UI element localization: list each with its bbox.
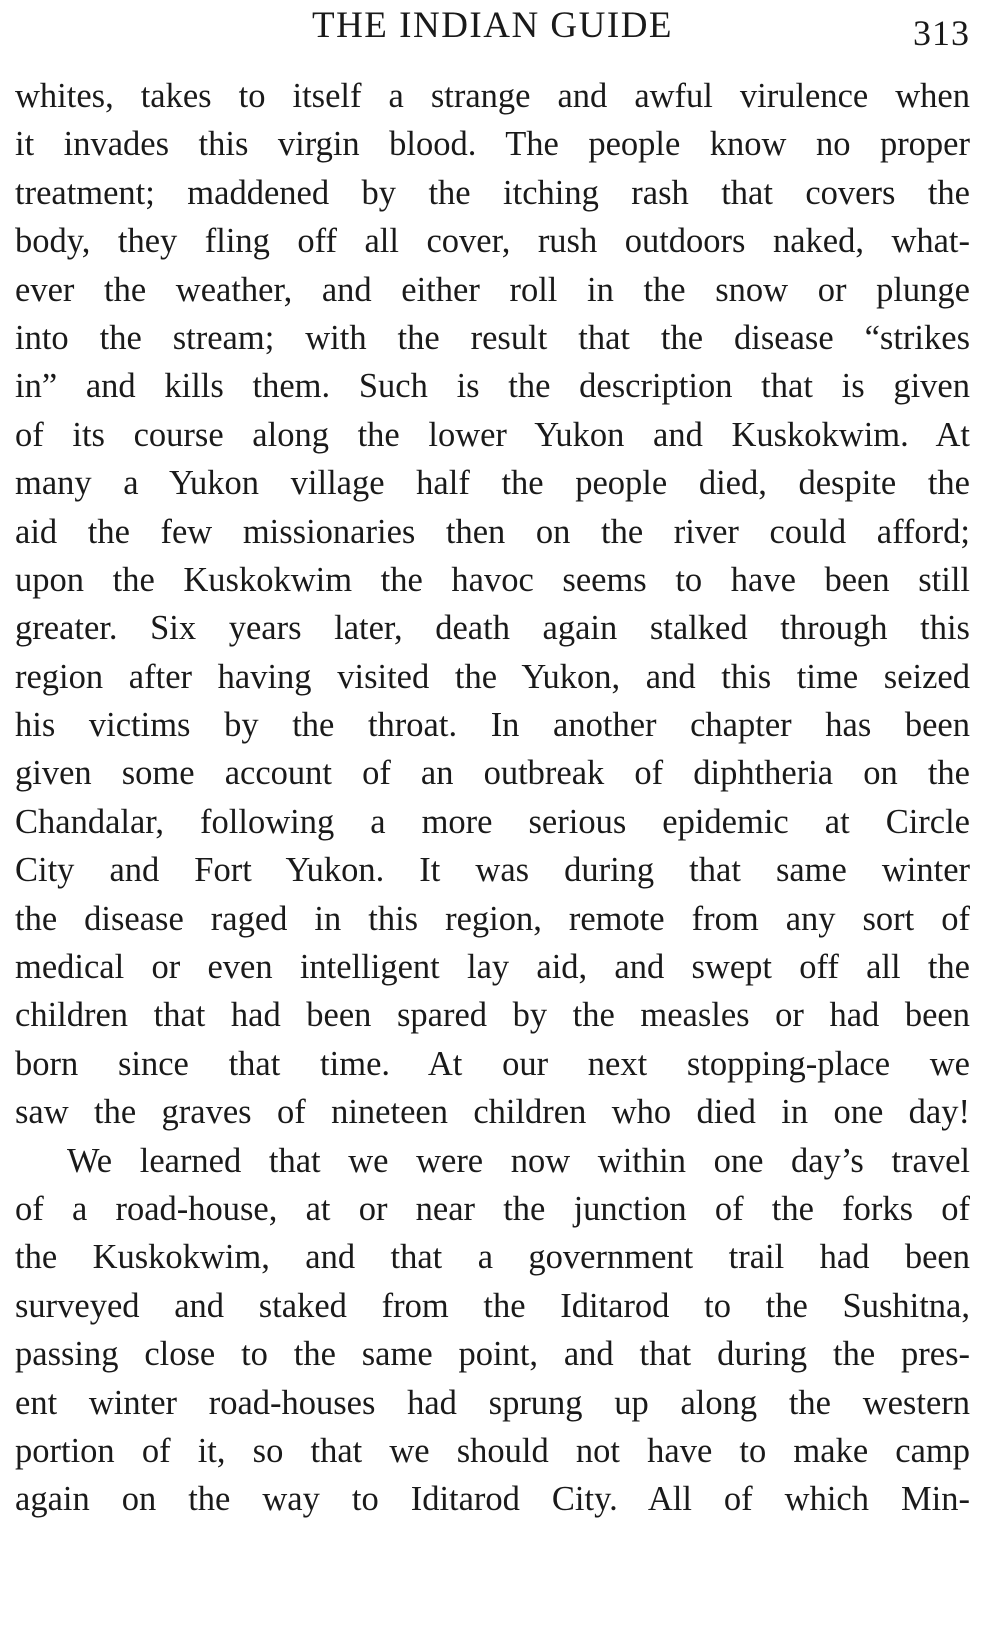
text-line: children that had been spared by the measles or had been <box>15 996 970 1035</box>
text-line: his victims by the throat. In another chapter has been <box>15 706 970 745</box>
book-page <box>15 0 970 1524</box>
text-line: surveyed and staked from the Iditarod to the Sushitna, <box>15 1286 970 1325</box>
text-line: City and Fort Yukon. It was during that same winter <box>15 851 970 890</box>
text-line: upon the Kuskokwim the havoc seems to have been still <box>15 560 970 599</box>
text-line: whites, takes to itself a strange and awful virulence when <box>15 77 970 115</box>
text-line: given some account of an outbreak of diphtheria on the <box>15 754 970 793</box>
text-line: body, they fling off all cover, rush outdoors naked, what- <box>15 222 970 261</box>
text-line: of its course along the lower Yukon and Kuskokwim. At <box>15 415 970 454</box>
text-line: in” and kills them. Such is the description that is given <box>15 367 970 406</box>
text-line: Chandalar, following a more serious epidemic at Circle <box>15 802 970 841</box>
text-line: of a road-house, at or near the junction of the forks of <box>15 1189 970 1228</box>
paragraph-start-line: We learned that we were now within one day’s travel <box>67 1141 970 1180</box>
text-line: the disease raged in this region, remote from any sort of <box>15 899 970 938</box>
text-line: again on the way to Iditarod City. All of which Min- <box>15 1480 970 1519</box>
text-line: it invades this virgin blood. The people know no proper <box>15 125 970 164</box>
paragraph-end-line: saw the graves of nineteen children who died in one day! <box>15 1093 970 1132</box>
text-line: passing close to the same point, and that during the pres- <box>15 1335 970 1374</box>
text-line: the Kuskokwim, and that a government trail had been <box>15 1238 970 1277</box>
page-number: 313 <box>913 13 970 53</box>
text-line: ent winter road-houses had sprung up along the western <box>15 1383 970 1422</box>
text-line: treatment; maddened by the itching rash that covers the <box>15 173 970 212</box>
text-line: born since that time. At our next stopping-place we <box>15 1044 970 1083</box>
text-line: greater. Six years later, death again stalked through this <box>15 609 970 648</box>
text-line: portion of it, so that we should not have to make camp <box>15 1431 970 1470</box>
text-line: medical or even intelligent lay aid, and swept off all the <box>15 948 970 987</box>
body-text <box>15 72 970 1524</box>
text-line: into the stream; with the result that the disease “strikes <box>15 318 970 357</box>
text-line: aid the few missionaries then on the river could afford; <box>15 512 970 551</box>
running-head <box>15 0 970 60</box>
text-line: many a Yukon village half the people died, despite the <box>15 464 970 503</box>
running-head-title: THE INDIAN GUIDE <box>311 5 674 46</box>
text-line: ever the weather, and either roll in the snow or plunge <box>15 270 970 309</box>
text-line: region after having visited the Yukon, and this time seized <box>15 657 970 696</box>
